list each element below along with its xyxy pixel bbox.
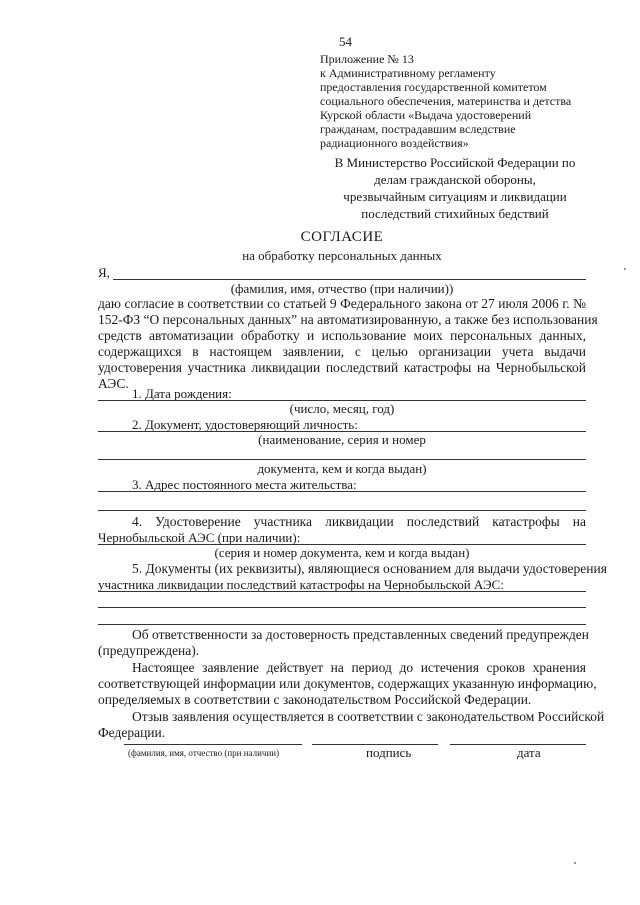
consent-line: содержащихся в настоящем заявлении, с целью организации учета выдачи xyxy=(98,344,586,359)
documents-field[interactable] xyxy=(98,591,586,592)
page-number: 54 xyxy=(339,34,352,49)
appendix-block xyxy=(320,52,571,150)
addressee-line: последствий стихийных бедствий xyxy=(361,206,549,221)
appendix-line: социального обеспечения, материнства и детства xyxy=(320,94,572,108)
address-field-2[interactable] xyxy=(98,510,586,511)
consent-line: 152-ФЗ “О персональных данных” на автоматизированную, а также без использования xyxy=(98,312,598,327)
addressee-block xyxy=(320,154,590,222)
responsibility-text: Об ответственности за достоверность представленных сведений предупрежден xyxy=(132,627,589,642)
birth-date-label: 1. Дата рождения: xyxy=(132,386,232,401)
i-label: Я, xyxy=(98,265,110,280)
certificate-label: 4. Удостоверение участника ликвидации последствий катастрофы на xyxy=(132,514,586,529)
revocation-text-2: Федерации. xyxy=(98,725,166,740)
appendix-line: Приложение № 13 xyxy=(320,52,414,66)
signature-date-label: дата xyxy=(517,745,541,760)
appendix-line: гражданам, пострадавшим вследствие xyxy=(320,122,516,136)
fio-underline xyxy=(113,279,586,280)
consent-line: удостоверения участника ликвидации последствий катастрофы на Чернобыльской xyxy=(98,360,586,375)
document-subtitle: на обработку персональных данных xyxy=(242,248,442,263)
consent-line: средств автоматизации обработку и использование моих персональных данных, xyxy=(98,328,586,343)
appendix-line: предоставления государственной комитетом xyxy=(320,80,547,94)
appendix-line: Курской области «Выдача удостоверений xyxy=(320,108,532,122)
addressee-line: делам гражданской обороны, xyxy=(374,172,536,187)
documents-field-2[interactable] xyxy=(98,607,586,608)
birth-date-caption: (число, месяц, год) xyxy=(289,401,395,416)
id-document-caption: (наименование, серия и номер xyxy=(258,432,426,447)
validity-text-2: соответствующей информации или документов, содержащих указанную информацию, xyxy=(98,676,597,691)
signature-fio-field[interactable] xyxy=(124,744,302,745)
signature-sign-label: подпись xyxy=(366,745,412,760)
validity-text: Настоящее заявление действует на период до истечения сроков хранения xyxy=(132,660,586,675)
consent-line: даю согласие в соответствии со статьей 9 Федерального закона от 27 июля 2006 г. № xyxy=(98,296,586,311)
consent-last-line: АЭС. xyxy=(98,376,129,391)
appendix-line: к Административному регламенту xyxy=(320,66,496,80)
validity-text-3: определяемых в соответствии с законодательством Российской Федерации. xyxy=(98,692,532,707)
id-document-field-2[interactable] xyxy=(98,459,586,460)
signature-fio-caption: (фамилия, имя, отчество (при наличии) xyxy=(128,748,280,758)
id-document-caption-2: документа, кем и когда выдан) xyxy=(257,461,427,476)
documents-label: 5. Документы (их реквизиты), являющиеся основанием для выдачи удостоверения xyxy=(132,561,607,576)
fio-caption: (фамилия, имя, отчество (при наличии)) xyxy=(230,281,454,296)
revocation-text: Отзыв заявления осуществляется в соответствии с законодательством Российской xyxy=(132,709,605,724)
documents-label-2: участника ликвидации последствий катастрофы на Чернобыльской АЭС: xyxy=(98,577,504,592)
addressee-line: В Министерство Российской Федерации по xyxy=(334,155,576,170)
certificate-caption: (серия и номер документа, кем и когда выдан) xyxy=(214,545,470,560)
appendix-line: радиационного воздействия» xyxy=(320,136,469,150)
addressee-line: чрезвычайным ситуациям и ликвидации xyxy=(343,189,567,204)
id-document-label: 2. Документ, удостоверяющий личность: xyxy=(132,417,358,432)
documents-field-3[interactable] xyxy=(98,624,586,625)
address-label: 3. Адрес постоянного места жительства: xyxy=(132,477,357,492)
responsibility-text-2: (предупреждена). xyxy=(98,643,200,658)
address-field[interactable] xyxy=(98,491,586,492)
document-title: СОГЛАСИЕ xyxy=(300,229,384,245)
scan-speck xyxy=(624,268,626,270)
scan-speck xyxy=(574,862,576,864)
certificate-label-2: Чернобыльской АЭС (при наличии): xyxy=(98,530,301,545)
